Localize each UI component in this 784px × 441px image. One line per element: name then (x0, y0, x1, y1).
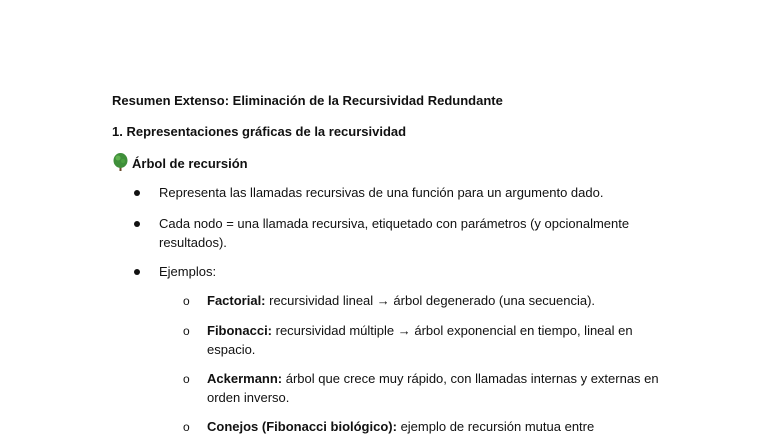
subsection-heading (112, 154, 248, 172)
document-title: Resumen Extenso: Eliminación de la Recursividad Redundante (112, 93, 503, 108)
bullet-dot (134, 190, 140, 196)
subsection-heading-text: Árbol de recursión (132, 155, 248, 171)
example-item (207, 321, 677, 359)
example-item (207, 291, 687, 310)
example-term: Fibonacci: (207, 323, 273, 338)
bullet-dot (134, 221, 140, 227)
example-item (207, 369, 677, 407)
sub-bullet-marker: o (183, 294, 190, 308)
example-term: Conejos (Fibonacci biológico): (207, 419, 397, 434)
example-desc: recursividad múltiple → árbol exponencial en tiempo, lineal en espacio. (207, 323, 633, 357)
sub-bullet-marker: o (183, 324, 190, 338)
list-item: Cada nodo = una llamada recursiva, etiquetado con parámetros (y opcionalmente resultados). (159, 216, 630, 250)
sub-bullet-marker: o (183, 372, 190, 386)
sub-bullet-marker: o (183, 420, 190, 434)
list-item: Ejemplos: (159, 264, 217, 279)
example-desc: recursividad lineal → árbol degenerado (una secuencia). (265, 293, 596, 308)
example-term: Factorial: (207, 293, 266, 308)
example-item (207, 417, 687, 436)
example-term: Ackermann: (207, 371, 283, 386)
example-desc: árbol que crece muy rápido, con llamadas internas y externas en orden inverso. (207, 371, 659, 405)
bullet-dot (134, 269, 140, 275)
list-item: Representa las llamadas recursivas de una función para un argumento dado. (159, 185, 604, 200)
section-heading: 1. Representaciones gráficas de la recursividad (112, 124, 407, 139)
tree-icon (112, 152, 129, 172)
example-desc: ejemplo de recursión mutua entre (396, 419, 595, 434)
